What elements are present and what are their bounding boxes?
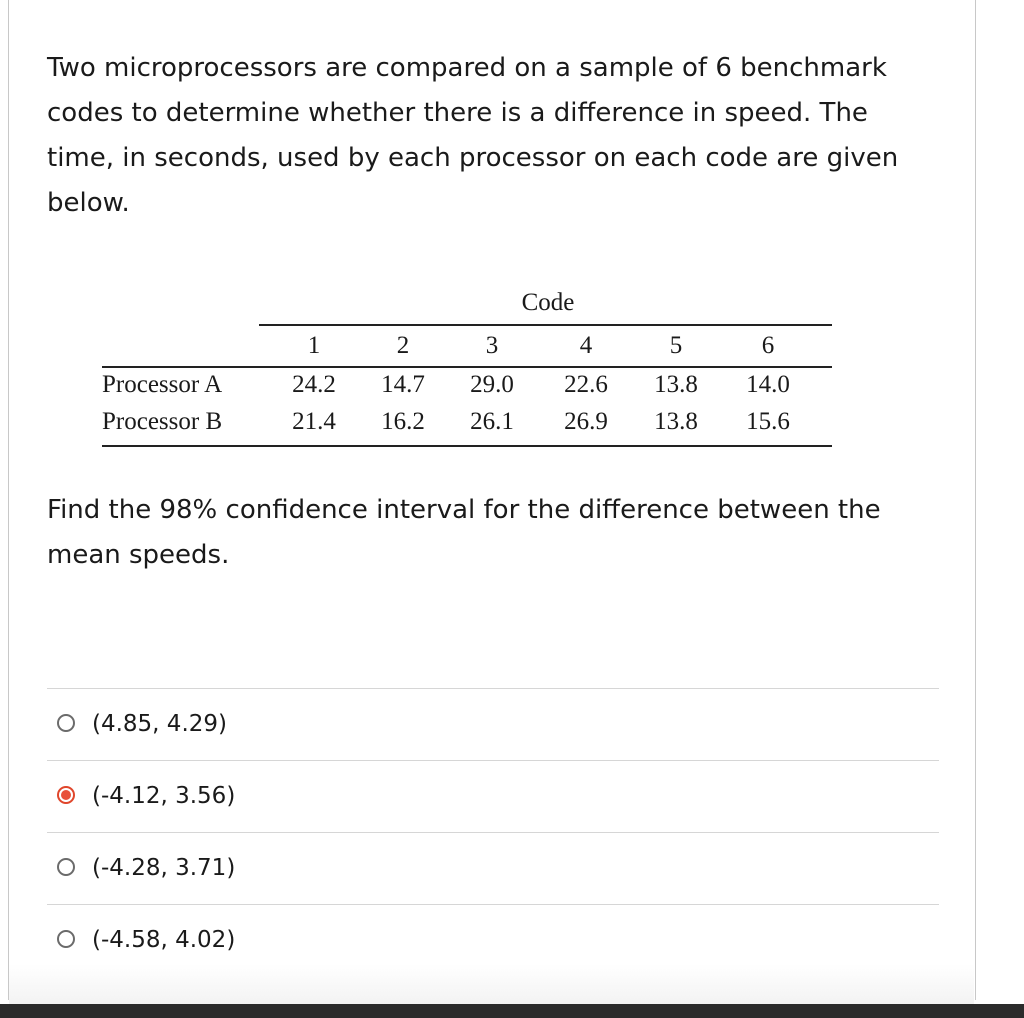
column-header: 4: [579, 332, 593, 359]
table-rule-top: [259, 324, 832, 326]
table-cell: 26.1: [470, 408, 514, 435]
answer-options: [47, 688, 939, 976]
answer-option-3[interactable]: [47, 832, 939, 904]
option-label: (-4.58, 4.02): [92, 927, 236, 953]
column-header: 6: [761, 332, 775, 359]
prompt-text: Find the 98% confidence interval for the difference between the mean speeds.: [47, 495, 881, 570]
table-cell: 29.0: [470, 371, 514, 398]
table-cell: 26.9: [564, 408, 608, 435]
table-cell: 24.2: [292, 371, 336, 398]
taskbar-strip: [0, 1004, 1024, 1018]
column-header: 3: [485, 332, 499, 359]
table-cell: 13.8: [654, 371, 698, 398]
row-label-processor-a: Processor A: [102, 371, 223, 398]
table-rule-bottom: [102, 445, 832, 447]
table-cell: 21.4: [292, 408, 336, 435]
table-caption: Code: [521, 289, 575, 316]
option-label: (-4.28, 3.71): [92, 855, 236, 881]
column-header: 1: [307, 332, 321, 359]
table-cell: 14.7: [381, 371, 425, 398]
radio-button-selected[interactable]: [57, 786, 75, 804]
radio-button[interactable]: [57, 858, 75, 876]
radio-button[interactable]: [57, 714, 75, 732]
column-header: 5: [669, 332, 683, 359]
table-cell: 22.6: [564, 371, 608, 398]
table-cell: 13.8: [654, 408, 698, 435]
table-cell: 16.2: [381, 408, 425, 435]
answer-option-2[interactable]: [47, 760, 939, 832]
radio-button[interactable]: [57, 930, 75, 948]
column-header: 2: [396, 332, 410, 359]
option-label: (-4.12, 3.56): [92, 783, 236, 809]
bottom-fade: [9, 964, 974, 1004]
question-text: Two microprocessors are compared on a sample of 6 benchmark codes to determine whether there is a difference in speed. The time, in seconds, used by each processor on each code are given below.: [47, 53, 899, 218]
question-card: [8, 0, 976, 1000]
option-label: (4.85, 4.29): [92, 711, 227, 737]
row-label-processor-b: Processor B: [102, 408, 223, 435]
table-cell: 15.6: [746, 408, 790, 435]
table-cell: 14.0: [746, 371, 790, 398]
answer-option-1[interactable]: [47, 688, 939, 760]
